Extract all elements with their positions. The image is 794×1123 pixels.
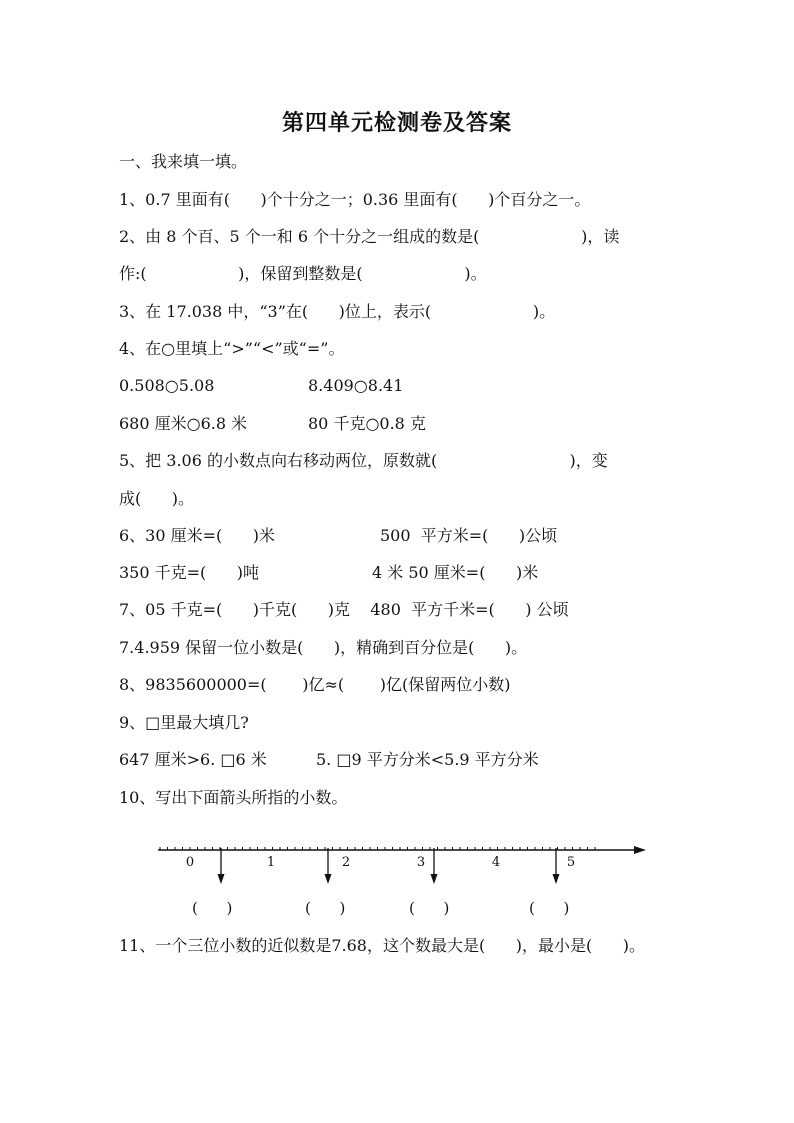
answer-blank-1: ( )	[192, 899, 233, 917]
number-line-label: 2	[341, 855, 351, 870]
question-7-cont: 7.4.959 保留一位小数是( )，精确到百分位是( )。	[119, 638, 528, 657]
page-title: 第四单元检测卷及答案	[281, 111, 512, 136]
compare-item-1: 0.508○5.08	[119, 376, 215, 395]
question-3: 3、在 17.038 中，“3”在( )位上，表示( )。	[119, 302, 556, 321]
answer-blank-4: ( )	[529, 899, 570, 917]
question-9-b: 5. □9 平方分米<5.9 平方分米	[316, 750, 539, 769]
question-7: 7、05 千克=( )千克( )克 480 平方千米=( ) 公顷	[119, 600, 569, 619]
question-9-a: 647 厘米>6. □6 米	[119, 750, 267, 769]
question-2-cont: 作:( )，保留到整数是( )。	[119, 264, 487, 283]
question-8: 8、9835600000=( )亿≈( )亿(保留两位小数)	[119, 675, 511, 694]
section-heading-1: 一、我来填一填。	[119, 152, 248, 171]
compare-item-2: 8.409○8.41	[308, 376, 404, 395]
compare-item-4: 80 千克○0.8 克	[308, 414, 426, 433]
number-line-arrowhead	[634, 846, 646, 854]
question-6-a: 6、30 厘米=( )米	[119, 526, 276, 545]
question-5-cont: 成( )。	[119, 489, 195, 508]
question-2: 2、由 8 个百、5 个一和 6 个十分之一组成的数是( )，读	[119, 227, 620, 246]
question-10: 10、写出下面箭头所指的小数。	[119, 788, 348, 807]
down-arrow-icon	[553, 848, 560, 884]
number-line	[150, 836, 650, 896]
number-line-label: 3	[416, 855, 426, 870]
question-5: 5、把 3.06 的小数点向右移动两位，原数就( )，变	[119, 451, 608, 470]
question-1: 1、0.7 里面有( )个十分之一；0.36 里面有( )个百分之一。	[119, 190, 591, 209]
answer-blank-2: ( )	[305, 899, 346, 917]
down-arrow-icon	[325, 848, 332, 884]
answer-blank-3: ( )	[409, 899, 450, 917]
question-6-d: 4 米 50 厘米=( )米	[372, 563, 539, 582]
question-9: 9、□里最大填几?	[119, 713, 249, 732]
compare-item-3: 680 厘米○6.8 米	[119, 414, 248, 433]
number-line-label: 1	[266, 855, 276, 870]
question-4: 4、在○里填上“>”“<”或“=”。	[119, 339, 345, 358]
number-line-labels	[186, 855, 575, 870]
number-line-label: 4	[491, 855, 501, 870]
question-6-c: 350 千克=( )吨	[119, 563, 260, 582]
number-line-label: 0	[185, 855, 195, 870]
down-arrow-icon	[431, 848, 438, 884]
number-line-label: 5	[566, 855, 576, 870]
question-11: 11、一个三位小数的近似数是7.68，这个数最大是( )，最小是( )。	[119, 936, 645, 955]
question-6-b: 500 平方米=( )公顷	[380, 526, 558, 545]
down-arrow-icon	[218, 848, 225, 884]
